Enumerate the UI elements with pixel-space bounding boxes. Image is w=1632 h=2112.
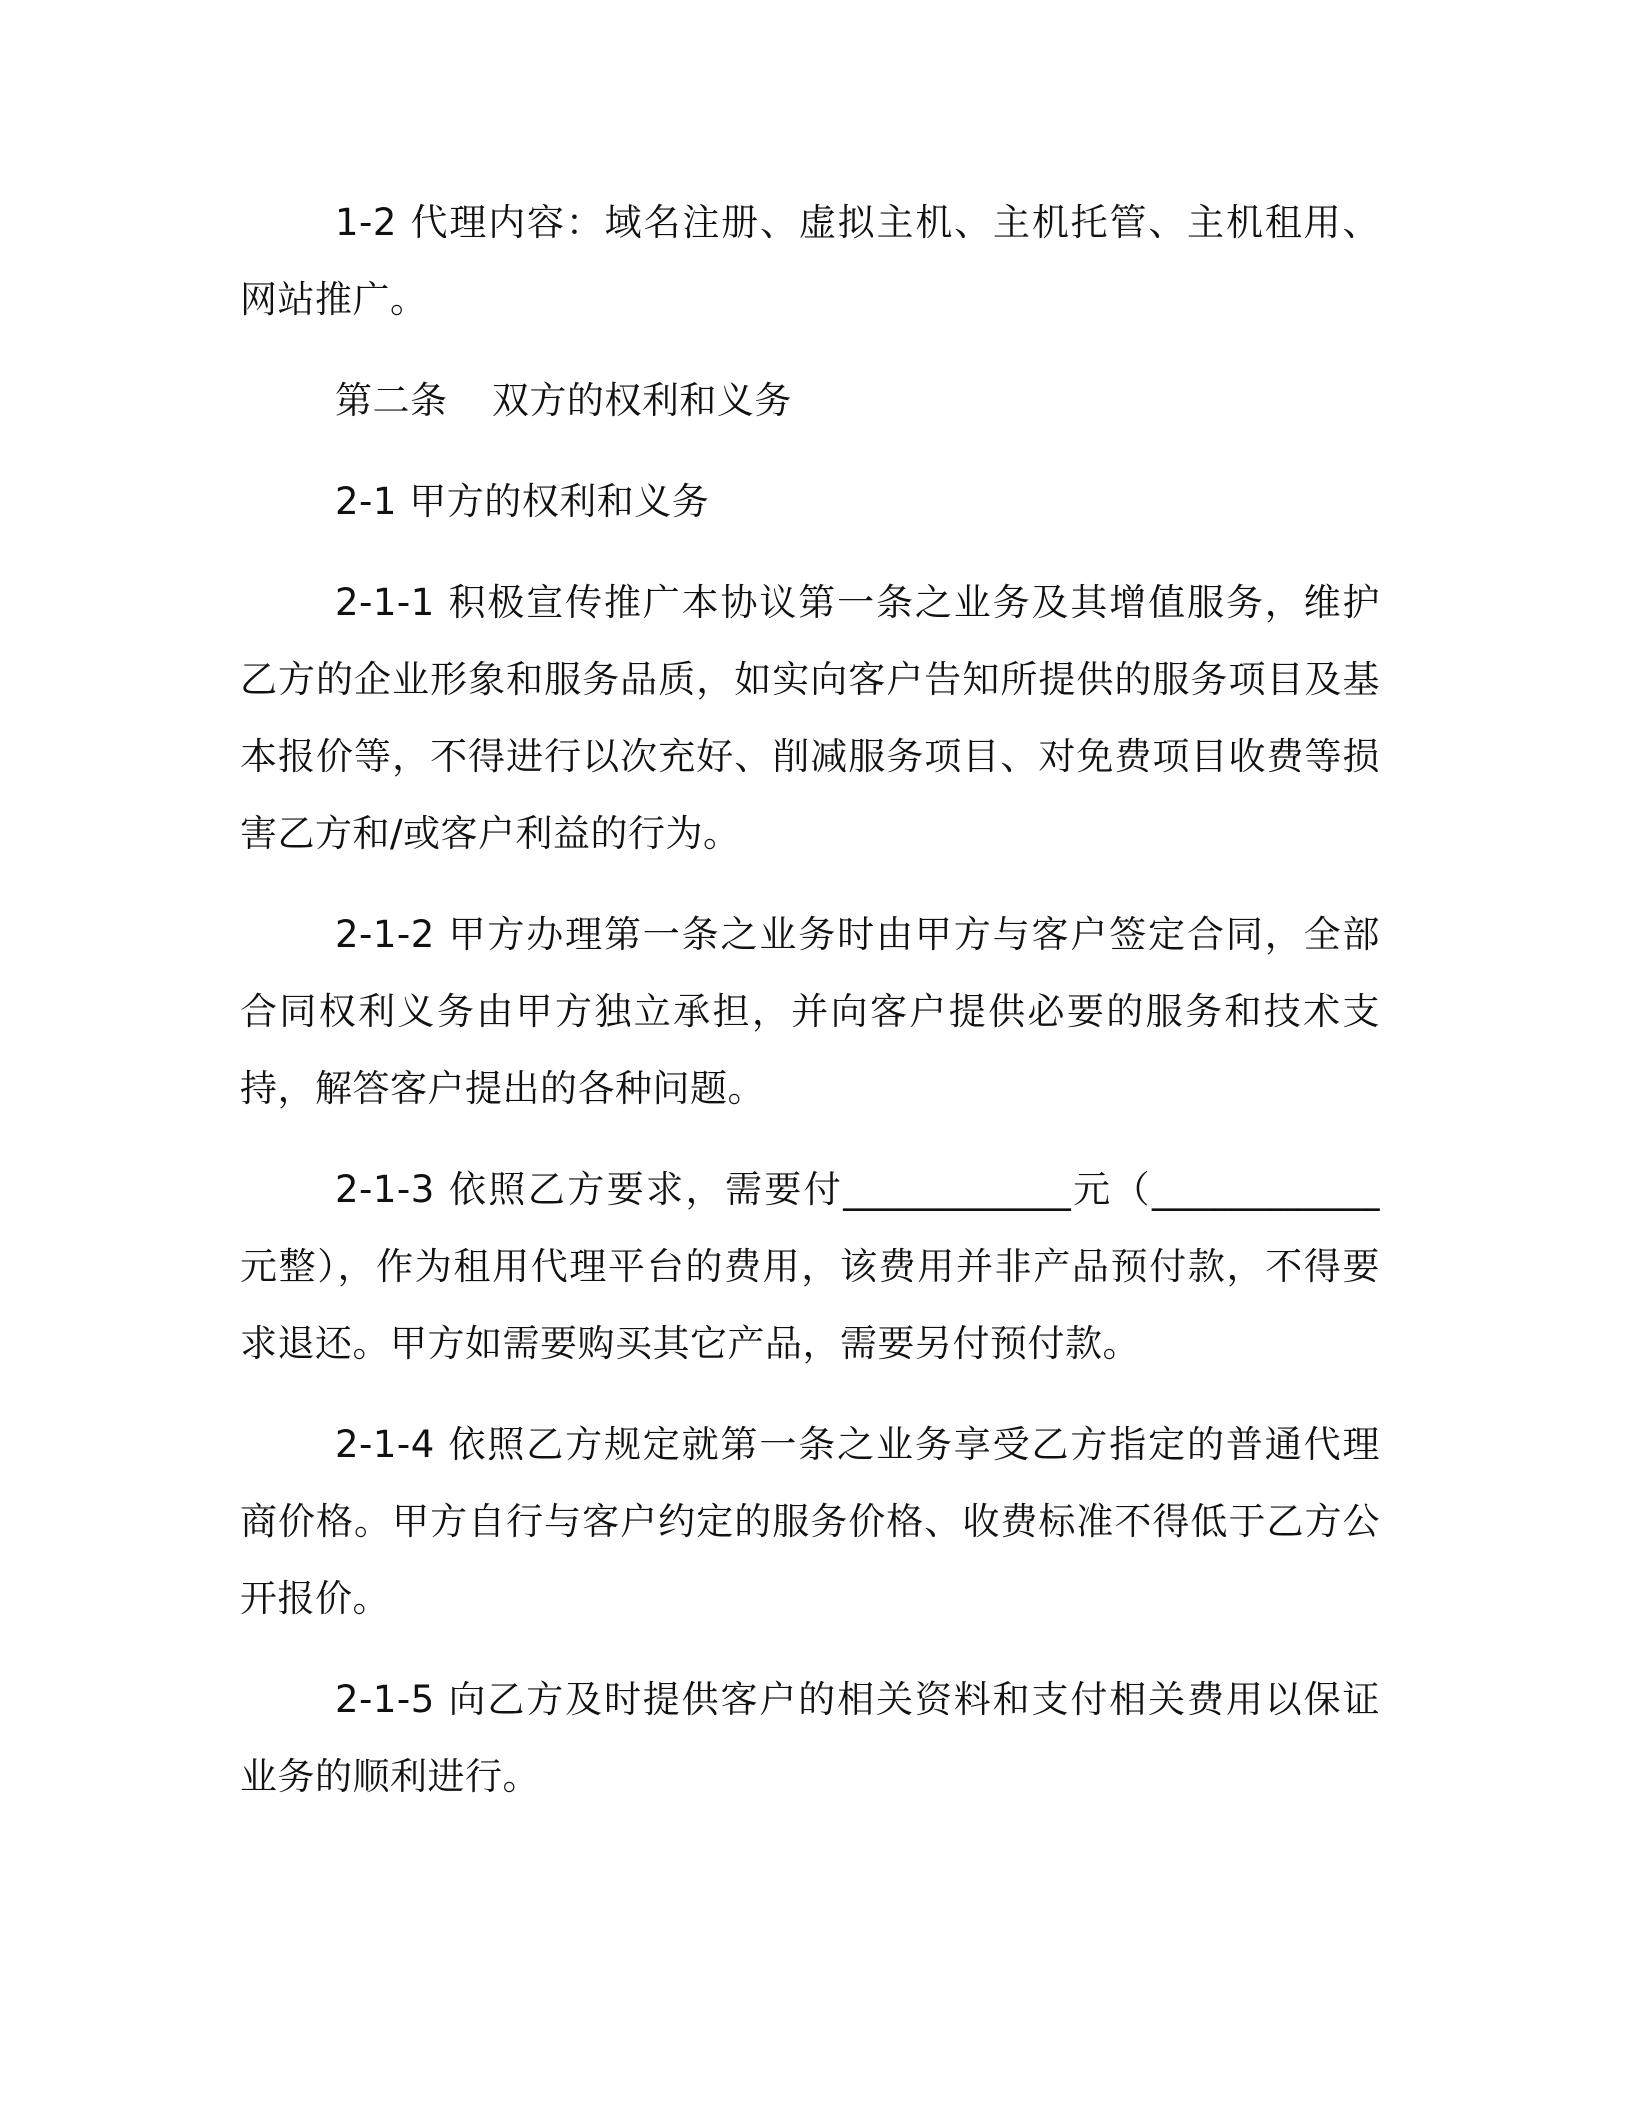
- clause-2-1-4: 2-1-4 依照乙方规定就第一条之业务享受乙方指定的普通代理商价格。甲方自行与客户约定的服务价格、收费标准不得低于乙方公开报价。: [240, 1423, 1380, 1620]
- clause-2-1-3: 2-1-3 依照乙方要求，需要付____________元（____________元整），作为租用代理平台的费用，该费用并非产品预付款，不得要求退还。甲方如需要购买其它产品，需要另付预付款。: [240, 1168, 1380, 1365]
- article-2-title: 双方的权利和义务: [491, 379, 792, 422]
- document-body: [240, 184, 1380, 1839]
- clause-2-1-2: 2-1-2 甲方办理第一条之业务时由甲方与客户签定合同，全部合同权利义务由甲方独立承担，并向客户提供必要的服务和技术支持，解答客户提出的各种问题。: [240, 913, 1380, 1110]
- clause-2-1-1: 2-1-1 积极宣传推广本协议第一条之业务及其增值服务，维护乙方的企业形象和服务品质，如实向客户告知所提供的服务项目及基本报价等，不得进行以次充好、削减服务项目、对免费项目收费等损害乙方和/或客户利益的行为。: [240, 581, 1380, 855]
- article-2-number: 第二条: [335, 379, 448, 422]
- clause-2-1-5: 2-1-5 向乙方及时提供客户的相关资料和支付相关费用以保证业务的顺利进行。: [240, 1678, 1380, 1798]
- article-2-heading: [240, 362, 1380, 439]
- clause-2-1: 2-1 甲方的权利和义务: [335, 480, 710, 523]
- clause-1-2: 1-2 代理内容：域名注册、虚拟主机、主机托管、主机租用、网站推广。: [240, 201, 1380, 321]
